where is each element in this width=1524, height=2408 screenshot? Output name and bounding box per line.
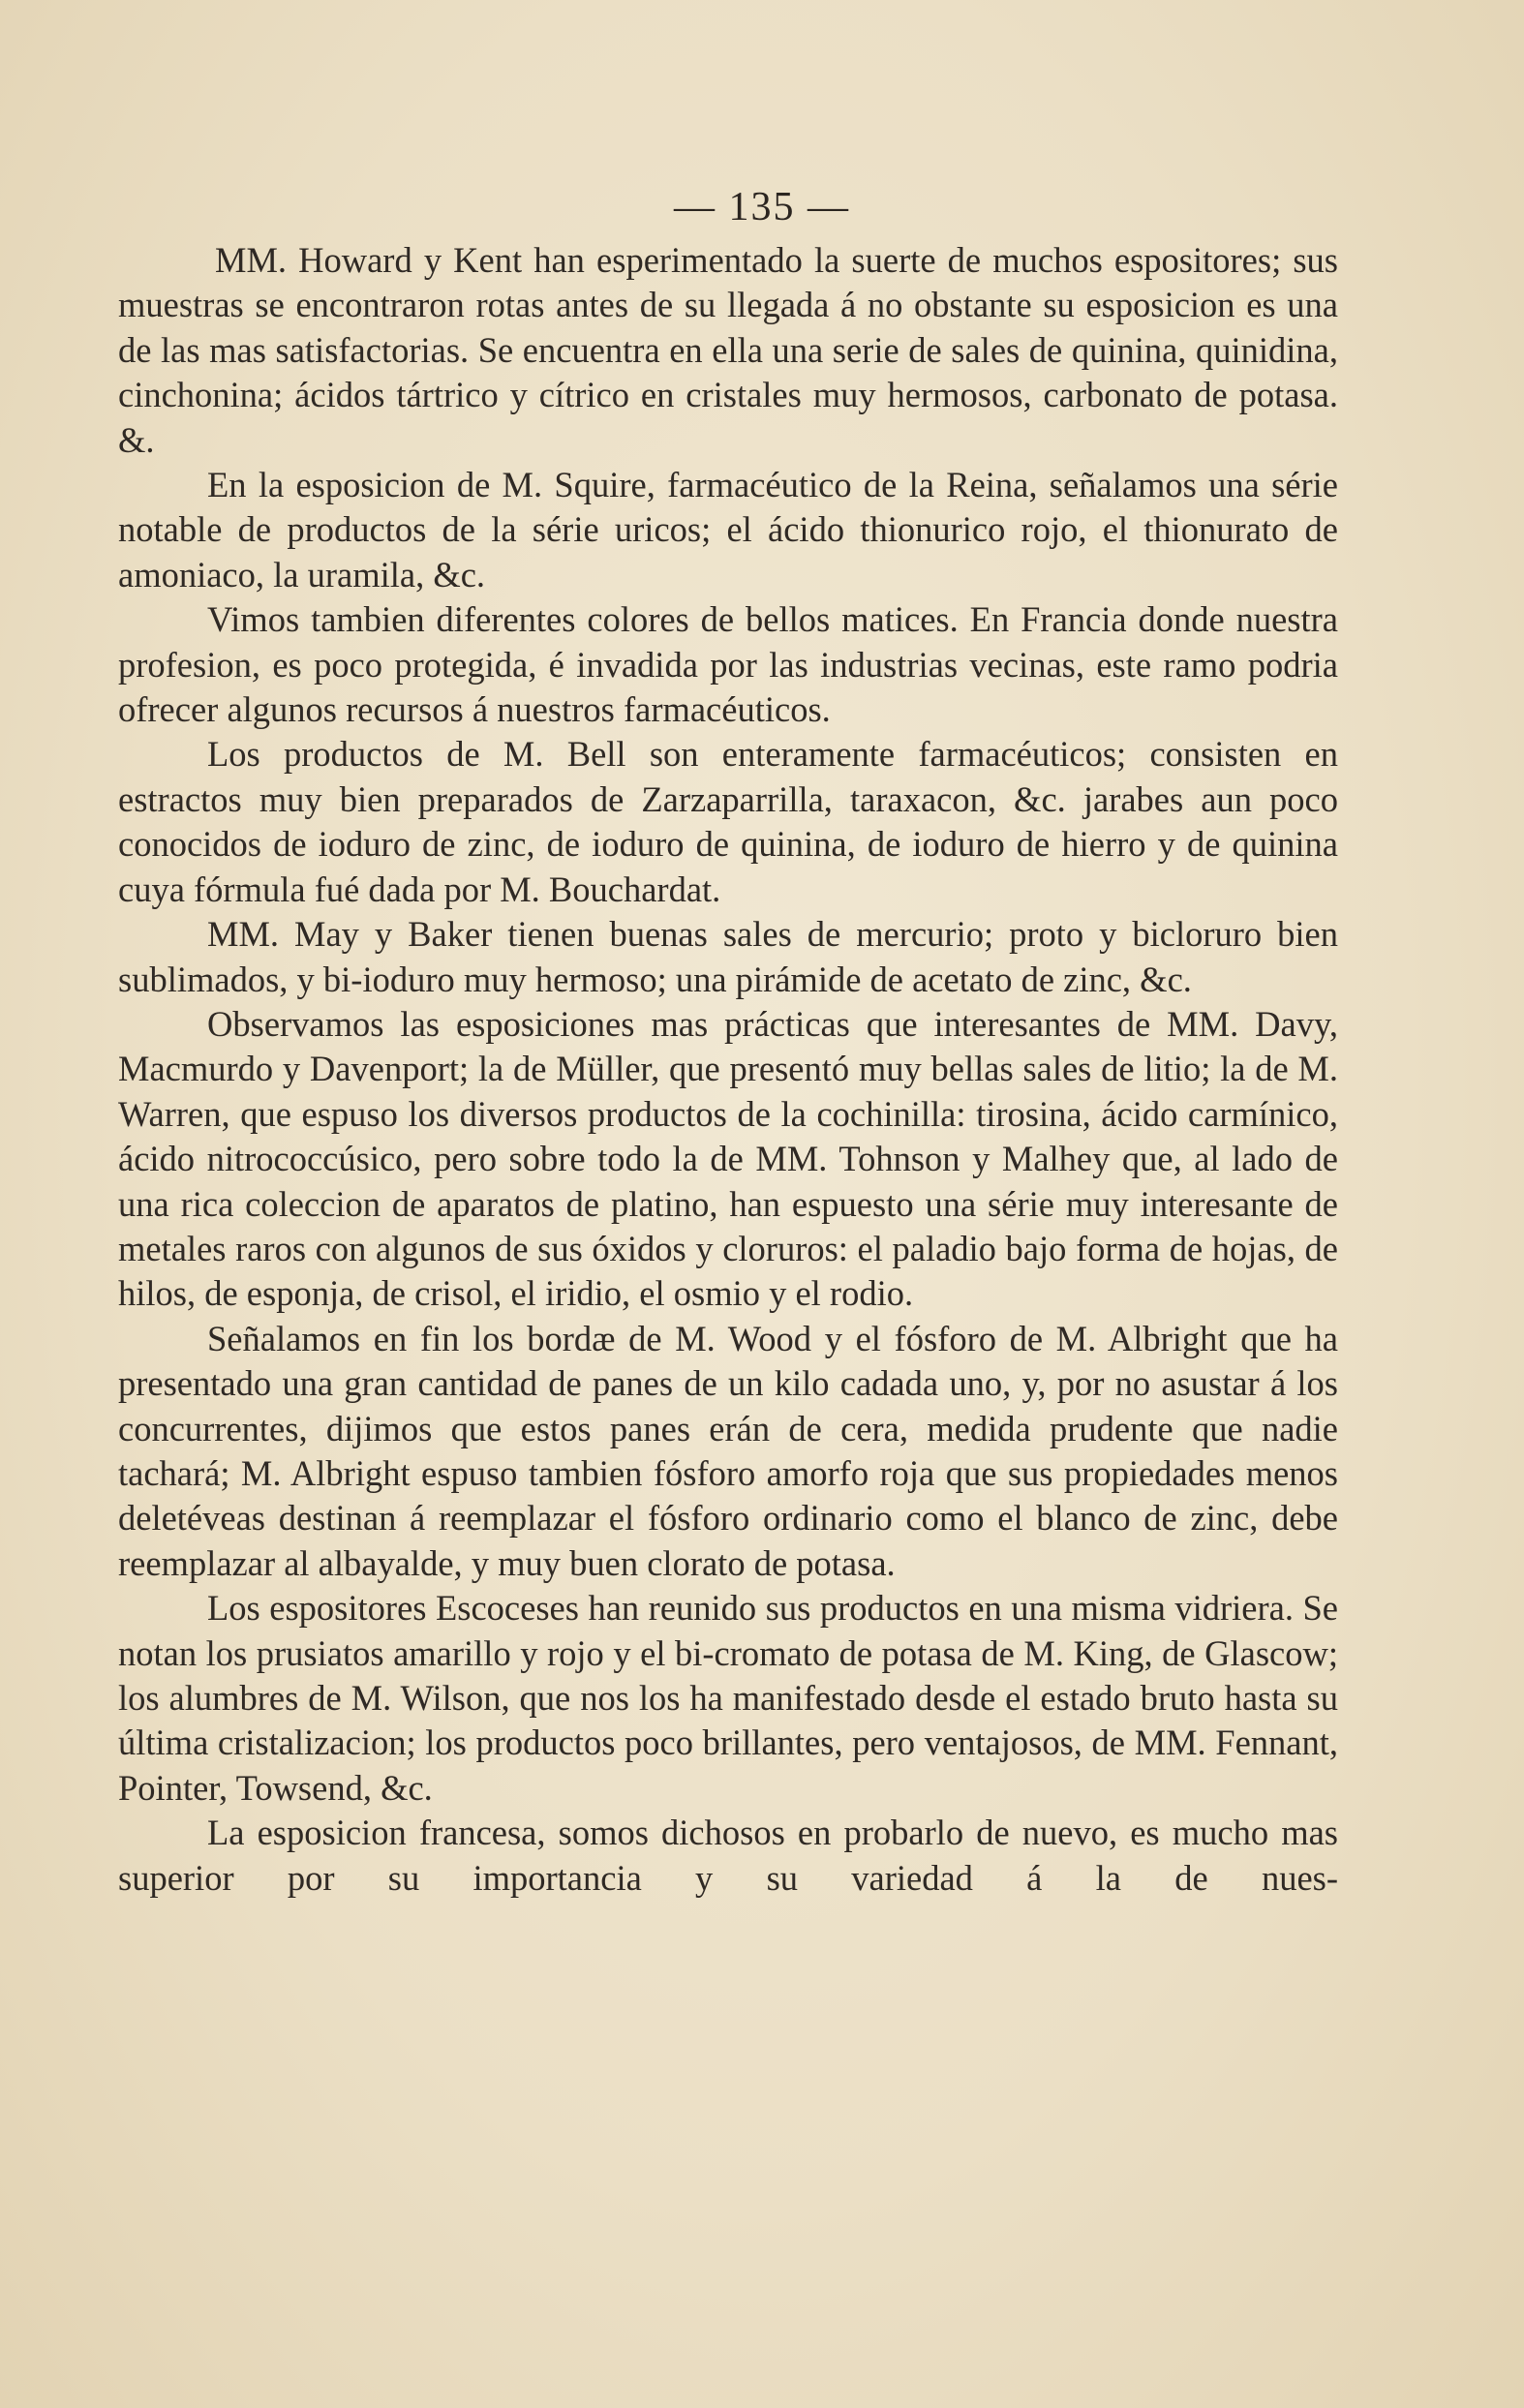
paragraph: Los espositores Escoceses han reunido sus productos en una misma vidriera. Se notan los prusiatos amarillo y rojo y el bi-cromato de potasa de M. King, de Glascow; los alumbres de M. Wilson, que nos los ha manifestado desde el estado bruto hasta su última cristalizacion; los productos poco brillantes, pero ventajosos, de MM. Fennant, Pointer, Towsend, &c. [118,1588,1338,1808]
paragraph: Observamos las esposiciones mas prácticas que interesantes de MM. Davy, Macmurdo y Davenport; la de Müller, que presentó muy bellas sales de litio; la de M. Warren, que espuso los diversos productos de la cochinilla: tirosina, ácido carmínico, ácido nitrococcúsico, pero sobre todo la de MM. Tohnson y Malhey que, al lado de una rica coleccion de aparatos de platino, han espuesto una série muy interesante de metales raros con algunos de sus óxidos y cloruros: el paladio bajo forma de hojas, de hilos, de esponja, de crisol, el iridio, el osmio y el rodio. [118,1003,1338,1314]
page-number: — 135 — [674,185,850,229]
paragraph: Vimos tambien diferentes colores de bellos matices. En Francia donde nuestra profesion, es poco protegida, é invadida por las industrias vecinas, este ramo podria ofrecer algunos recursos á nuestros farmacéuticos. [118,599,1338,730]
paragraph: Señalamos en fin los bordæ de M. Wood y el fósforo de M. Albright que ha presentado una gran cantidad de panes de un kilo cadada uno, y, por no asustar á los concurrentes, dijimos que estos panes erán de cera, medida prudente que nadie tachará; M. Albright espuso tambien fósforo amorfo roja que sus propiedades menos deletéveas destinan á reemplazar el fósforo ordinario como el blanco de zinc, debe reemplazar al albayalde, y muy buen clorato de potasa. [118,1318,1338,1583]
paragraph: La esposicion francesa, somos dichosos en probarlo de nuevo, es mucho mas superior por su importancia y su variedad á la de nues- [118,1813,1338,1898]
paragraph: MM. May y Baker tienen buenas sales de mercurio; proto y bicloruro bien sublimados, y bi-ioduro muy hermoso; una pirámide de acetato de zinc, &c. [118,914,1338,999]
paragraph: Los productos de M. Bell son enteramente farmacéuticos; consisten en estractos muy bien preparados de Zarzaparrilla, taraxacon, &c. jarabes aun poco conocidos de ioduro de zinc, de ioduro de quinina, de ioduro de hierro y de quinina cuya fórmula fué dada por M. Bouchardat. [118,734,1338,909]
paragraph: MM. Howard y Kent han esperimentado la suerte de muchos espositores; sus muestras se encontraron rotas antes de su llegada á no obstante su esposicion es una de las mas satisfactorias. Se encuentra en ella una serie de sales de quinina, quinidina, cinchonina; ácidos tártrico y cítrico en cristales muy hermosos, carbonato de potasa. &. [118,240,1338,460]
paragraph: En la esposicion de M. Squire, farmacéutico de la Reina, señalamos una série notable de productos de la série uricos; el ácido thionurico rojo, el thionurato de amoniaco, la uramila, &c. [118,465,1338,594]
body-text [118,238,1338,1901]
